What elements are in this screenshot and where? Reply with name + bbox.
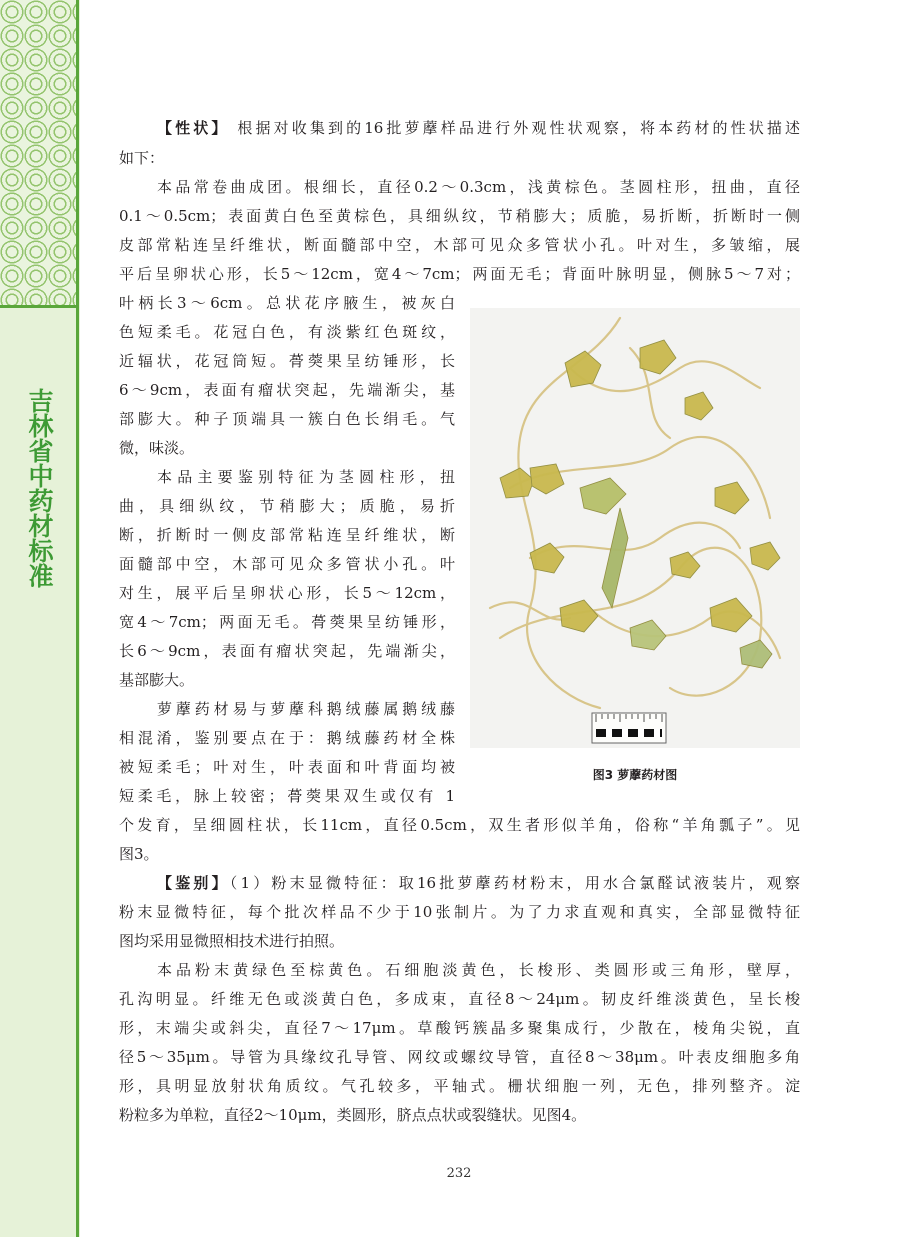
sidebar-border	[76, 0, 79, 1237]
text-line: 形，具明显放射状角质纹。气孔较多，平轴式。栅状细胞一列，无色，排列整齐。淀	[119, 1077, 800, 1095]
text-line: 粉末显微特征，每个批次样品不少于10张制片。为了力求直观和真实，全部显微特征	[119, 903, 800, 921]
text-line: 平后呈卵状心形，长5～12cm，宽4～7cm；两面无毛；背面叶脉明显，侧脉5～7对；	[119, 265, 800, 283]
text-line: 对生，展平后呈卵状心形，长5～12cm，	[119, 584, 455, 602]
book-title: 吉林省中药材标准	[25, 388, 54, 588]
text-line: 6～9cm，表面有瘤状突起，先端渐尖，基	[119, 381, 455, 399]
text-line: 0.1～0.5cm；表面黄白色至黄棕色，具细纵纹，节稍膨大；质脆，易折断，折断时一侧	[119, 207, 800, 225]
section-heading: 【鉴别】	[157, 874, 230, 892]
text-line: 皮部常粘连呈纤维状，断面髓部中空，木部可见众多管状小孔。叶对生，多皱缩，展	[119, 236, 800, 254]
specimen-photo	[470, 308, 800, 748]
text-line: 部膨大。种子顶端具一簇白色长绢毛。气	[119, 410, 455, 428]
text-line: 萝藦药材易与萝藦科鹅绒藤属鹅绒藤	[157, 700, 455, 718]
text-line: 面髓部中空，木部可见众多管状小孔。叶	[119, 555, 455, 573]
text-line: 本品粉末黄绿色至棕黄色。石细胞淡黄色，长梭形、类圆形或三角形，壁厚，	[157, 961, 800, 979]
text-line: 色短柔毛。花冠白色，有淡紫红色斑纹，	[119, 323, 455, 341]
text-line: 图3。	[119, 845, 159, 863]
text-line: 近辐状，花冠筒短。蓇葖果呈纺锤形，长	[119, 352, 455, 370]
text-line: 基部膨大。	[119, 671, 195, 689]
text-line: 【鉴别】（1）粉末显微特征：取16批萝藦药材粉末，用水合氯醛试液装片，观察	[157, 874, 800, 892]
text-line: 径5～35μm。导管为具缘纹孔导管、网纹或螺纹导管，直径8～38μm。叶表皮细胞多角	[119, 1048, 800, 1066]
text-line: 短柔毛，脉上较密；蓇葖果双生或仅有 1	[119, 787, 455, 805]
cloud-pattern	[0, 0, 76, 305]
text-line: 本品主要鉴别特征为茎圆柱形，扭	[157, 468, 455, 486]
text-line: 叶柄长3～6cm。总状花序腋生，被灰白	[119, 294, 455, 312]
text-line: 个发育，呈细圆柱状，长11cm，直径0.5cm，双生者形似羊角，俗称“羊角瓢子”。见	[119, 816, 800, 834]
text-line: 如下：	[119, 149, 165, 167]
text-line: 图均采用显微照相技术进行拍照。	[119, 932, 345, 950]
figure-caption: 图3 萝藦药材图	[592, 768, 678, 782]
text-line: 宽4～7cm；两面无毛。蓇葖果呈纺锤形，	[119, 613, 455, 631]
text-line: 被短柔毛；叶对生，叶表面和叶背面均被	[119, 758, 455, 776]
text-line: 【性状】 根据对收集到的16批萝藦样品进行外观性状观察，将本药材的性状描述	[157, 119, 800, 137]
text-line: 曲，具细纵纹，节稍膨大；质脆，易折	[119, 497, 455, 515]
sidebar-divider	[0, 305, 76, 308]
text-line: 断，折断时一侧皮部常粘连呈纤维状，断	[119, 526, 455, 544]
dried-vine-illustration	[470, 308, 800, 748]
text-line: 孔沟明显。纤维无色或淡黄白色，多成束，直径8～24μm。韧皮纤维淡黄色，呈长梭	[119, 990, 800, 1008]
text-line: 本品常卷曲成团。根细长，直径0.2～0.3cm，浅黄棕色。茎圆柱形，扭曲，直径	[157, 178, 800, 196]
text-line: 相混淆，鉴别要点在于：鹅绒藤药材全株	[119, 729, 455, 747]
text-line: 微，味淡。	[119, 439, 195, 457]
section-heading: 【性状】	[157, 119, 230, 137]
page-number: 232	[446, 1166, 472, 1181]
sidebar	[0, 0, 80, 1237]
text-line: 长6～9cm，表面有瘤状突起，先端渐尖，	[119, 642, 455, 660]
text-line: 粉粒多为单粒，直径2～10μm，类圆形，脐点点状或裂缝状。见图4。	[119, 1106, 587, 1124]
text-line: 形，末端尖或斜尖，直径7～17μm。草酸钙簇晶多聚集成行，少散在，棱角尖锐，直	[119, 1019, 800, 1037]
